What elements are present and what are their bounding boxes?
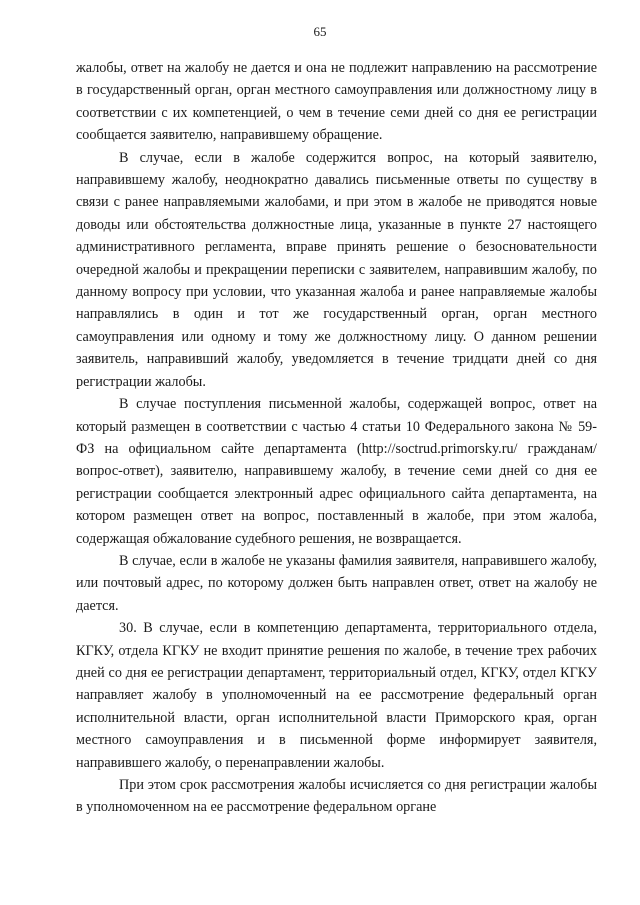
paragraph-1: жалобы, ответ на жалобу не дается и она не подлежит направлению на рассмотрение в государственный орган, орган местного самоуправления или должностному лицу в соответствии с их компетенцией, о чем в течение семи дней со дня ее регистрации сообщается заявителю, направившему обращение.	[76, 60, 597, 144]
document-body	[76, 57, 597, 819]
paragraph-3: В случае поступления письменной жалобы, содержащей вопрос, ответ на который размещен в соответствии с частью 4 статьи 10 Федерального закона № 59-ФЗ на официальном сайте департамента (http://soctrud.primorsky.ru/ гражданам/вопрос-ответ), заявителю, направившему жалобу, в течение семи дней со дня ее регистрации сообщается электронный адрес официального сайта департамента, на котором размещен ответ на вопрос, поставленный в жалобе, при этом жалоба, содержащая обжалование судебного решения, не возвращается.	[76, 396, 597, 547]
paragraph-5: 30. В случае, если в компетенцию департамента, территориального отдела, КГКУ, отдела КГКУ не входит принятие решения по жалобе, в течение трех рабочих дней со дня ее регистрации департамент, территориальный отдел, КГКУ, отдел КГКУ направляет жалобу в уполномоченный на ее рассмотрение федеральный орган исполнительной власти, орган исполнительной власти Приморского края, орган местного самоуправления и в письменной форме информирует заявителя, направившего жалобу, о перенаправлении жалобы.	[76, 620, 597, 771]
paragraph-2: В случае, если в жалобе содержится вопрос, на который заявителю, направившему жалобу, неоднократно давались письменные ответы по существу в связи с ранее направляемыми жалобами, и при этом в жалобе не приводятся новые доводы или обстоятельства должностные лица, указанные в пункте 27 настоящего административного регламента, вправе принять решение о безосновательности очередной жалобы и прекращении переписки с заявителем, направившим жалобу, по данному вопросу при условии, что указанная жалоба и ранее направляемые жалобы направлялись в один и тот же государственный орган, орган местного самоуправления или одному и тому же должностному лицу. О данном решении заявитель, направивший жалобу, уведомляется в течение тридцати дней со дня регистрации жалобы.	[76, 149, 597, 390]
page-number: 65	[313, 24, 327, 39]
paragraph-6: При этом срок рассмотрения жалобы исчисляется со дня регистрации жалобы в уполномоченном на ее рассмотрение федеральном органе	[76, 777, 597, 816]
paragraph-4: В случае, если в жалобе не указаны фамилия заявителя, направившего жалобу, или почтовый адрес, по которому должен быть направлен ответ, ответ на жалобу не дается.	[76, 552, 597, 614]
